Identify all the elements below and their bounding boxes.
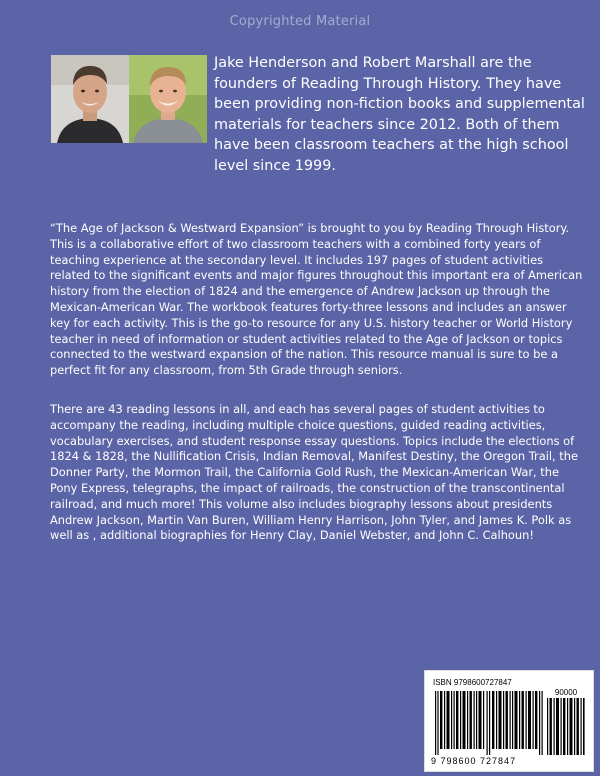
barcode-box [424,670,594,772]
description-paragraph: There are 43 reading lessons in all, and each has several pages of student activities to accompany the reading, including multiple choice questions, guided reading activities, vocabulary exercises, and student response essay questions. Topics include the elections of 1824 & 1828, the Nullification Crisis, Indian Removal, Manifest Destiny, the Oregon Trail, the Donner Party, the Mormon Trail, the California Gold Rush, the Mexican-American War, the Pony Express, telegraphs, the impact of railroads, the construction of the transcontinental railroad, and much more! This volume also includes biography lessons about presidents Andrew Jackson, Martin Van Buren, William Henry Harrison, John Tyler, and James K. Polk as well as , additional biographies for Henry Clay, Daniel Webster, and John C. Calhoun! [50,402,578,543]
author-photo-left [51,55,129,143]
about-authors: Jake Henderson and Robert Marshall are the founders of Reading Through History. They have been providing non-fiction books and supplemental materials for teachers since 2012. Both of them have been classroom teachers at the high school level since 1999. [214,55,585,174]
watermark: Copyrighted Material [229,14,371,29]
barcode-bars [435,691,543,755]
barcode-addon-bars [547,698,585,755]
isbn-label: ISBN 9798600727847 [433,678,512,687]
barcode-addon-number: 90000 [554,688,578,697]
author-photo-right [129,55,207,143]
barcode-digits: 9 798600 727847 [431,756,517,766]
description-paragraph: “The Age of Jackson & Westward Expansion” is brought to you by Reading Through History. This is a collaborative effort of two classroom teachers with a combined forty years of teaching experience at the secondary level. It includes 197 pages of student activities related to the significant events and major figures throughout this important era of American history from the election of 1824 and the emergence of Andrew Jackson up through the Mexican-American War. The workbook features forty-three lessons and includes an answer key for each activity. This is the go-to resource for any U.S. history teacher or World History teacher in need of information or student activities related to the Age of Jackson or topics connected to the westward expansion of the nation. This resource manual is sure to be a perfect fit for any classroom, from 5th Grade through seniors. [50,221,583,378]
